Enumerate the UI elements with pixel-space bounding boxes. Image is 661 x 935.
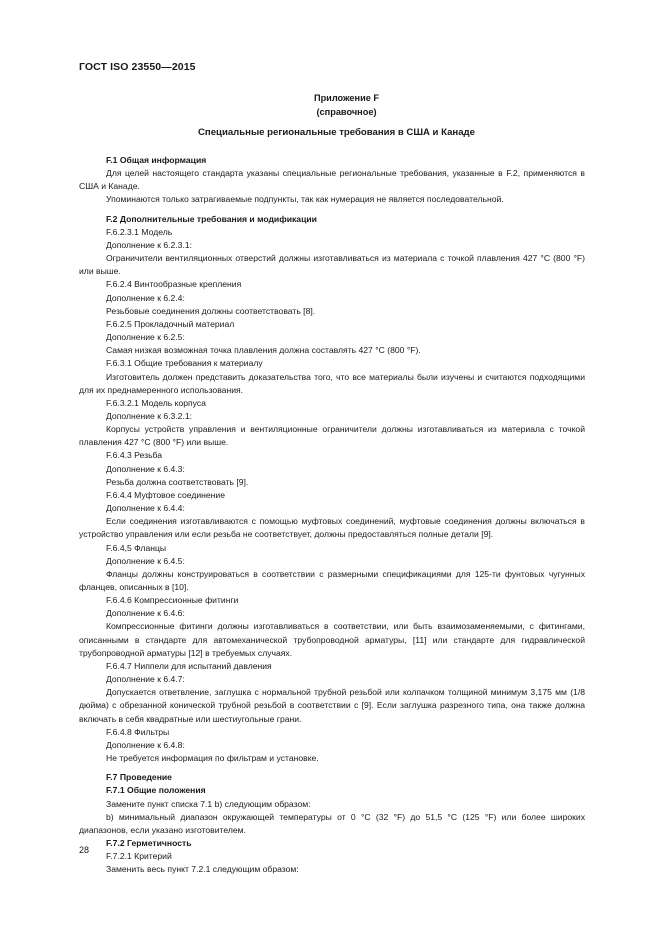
section-heading: F.2 Дополнительные требования и модификации: [106, 213, 317, 224]
document-header: ГОСТ ISO 23550—2015: [79, 61, 196, 73]
paragraph: F.6.2.4 Винтообразные крепления: [106, 279, 242, 290]
paragraph: Допускается ответвление, заглушка с нормальной трубной резьбой или колпачком толщиной минимум 3,175 мм (1/8 дюйма) с обрезанной конической трубной резьбой в соответствии с [9]. Если заглушка разрезного типа, она также должна включать в себя квадратные или шестиугольные грани.: [79, 687, 585, 724]
paragraph: Заменить весь пункт 7.2.1 следующим образом:: [106, 864, 299, 875]
appendix-title: Специальные региональные требования в США и Канаде: [197, 127, 475, 138]
paragraph: F.6.4.3 Резьба: [106, 450, 163, 461]
paragraph: Фланцы должны конструироваться в соответствии с размерными спецификациями для 125-ти фунтовых чугунных фланцев, описанных в [10].: [79, 568, 585, 592]
paragraph: F.6.3.2.1 Модель корпуса: [106, 397, 206, 408]
section-heading: F.7 Проведение: [106, 772, 172, 783]
paragraph: F.6.4.8 Фильтры: [106, 726, 170, 737]
paragraph: Дополнение к 6.4.3:: [106, 463, 185, 474]
paragraph: Ограничители вентиляционных отверстий должны изготавливаться из материала с точкой плавления 427 °С (800 °F) или выше.: [79, 253, 585, 277]
paragraph: Дополнение к 6.2.3.1:: [106, 239, 193, 250]
paragraph: F.6.4.4 Муфтовое соединение: [106, 489, 225, 500]
paragraph: Для целей настоящего стандарта указаны специальные региональные требования, указанные в F.2, применяются в США и Канаде.: [79, 168, 585, 192]
paragraph: Дополнение к 6.4.5:: [106, 555, 185, 566]
paragraph: Дополнение к 6.2.5:: [106, 332, 185, 343]
section-heading: F.1 Общая информация: [106, 155, 207, 165]
paragraph: F.6.4.7 Ниппели для испытаний давления: [106, 660, 272, 671]
paragraph: F.6.4.6 Компрессионные фитинги: [106, 595, 239, 606]
paragraph: F.6.3.1 Общие требования к материалу: [106, 358, 263, 369]
document-body: [79, 154, 585, 876]
paragraph: F.6.4,5 Фланцы: [106, 542, 167, 553]
paragraph: Изготовитель должен представить доказательства того, что все материалы были изучены и считаются подходящими для их преднамеренного использования.: [79, 371, 585, 395]
paragraph: Компрессионные фитинги должны изготавливаться в соответствии, или быть взаимозаменяемыми, с фитингами, описанными в стандарте для автомеханической трубопроводной арматуры, [11] или стандарте для гидравлической трубопроводной арматуры [12] в требуемых случаях.: [79, 621, 585, 658]
paragraph: Дополнение к 6.4.8:: [106, 739, 185, 750]
paragraph: Не требуется информация по фильтрам и установке.: [106, 753, 319, 764]
appendix-label: Приложение F: [313, 93, 380, 103]
paragraph: Дополнение к 6.4.7:: [106, 674, 185, 685]
section-heading: F.7.1 Общие положения: [106, 785, 206, 796]
paragraph: Дополнение к 6.3.2.1:: [106, 410, 193, 421]
paragraph: Дополнение к 6.4.4:: [106, 503, 185, 514]
paragraph: Дополнение к 6.2.4:: [106, 292, 185, 303]
paragraph: Если соединения изготавливаются с помощью муфтовых соединений, муфтовые соединения должны включаться в устройство управления или если резьба не соответствует, должны предоставляться полные детали [9].: [79, 516, 585, 540]
paragraph: b) минимальный диапазон окружающей температуры от 0 °С (32 °F) до 51,5 °С (125 °F) или более широких диапазонов, если указано изготовителем.: [79, 811, 585, 835]
paragraph: Резьбовые соединения должны соответствовать [8].: [106, 305, 316, 316]
paragraph: F.7.2.1 Критерий: [106, 851, 172, 862]
paragraph: Самая низкая возможная точка плавления должна составлять 427 °С (800 °F).: [106, 345, 421, 356]
paragraph: Упоминаются только затрагиваемые подпункты, так как нумерация не является последовательной.: [106, 194, 504, 205]
page-number: 28: [79, 845, 90, 855]
section-heading: F.7.2 Герметичность: [106, 837, 192, 848]
paragraph: F.6.2.3.1 Модель: [106, 226, 173, 237]
paragraph: Дополнение к 6.4.6:: [106, 608, 185, 619]
paragraph: F.6.2.5 Прокладочный материал: [106, 318, 235, 329]
paragraph: Замените пункт списка 7.1 b) следующим образом:: [106, 798, 311, 809]
paragraph: Резьба должна соответствовать [9].: [106, 476, 249, 487]
appendix-kind: (справочное): [316, 107, 377, 117]
paragraph: Корпусы устройств управления и вентиляционные ограничители должны изготавливаться из материала с точкой плавления 427 °С (800 °F) или выше.: [79, 424, 585, 448]
